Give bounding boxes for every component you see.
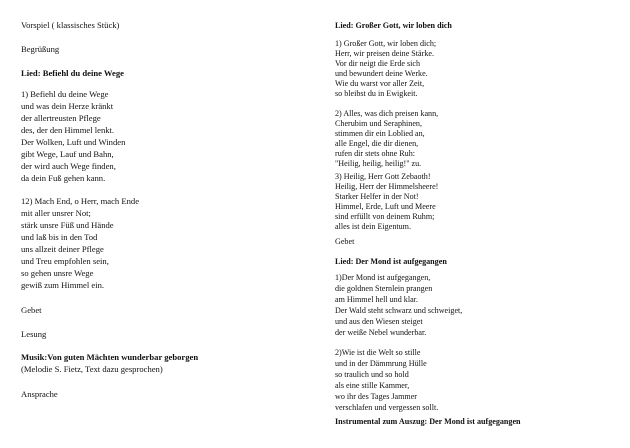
verse-line: alles ist dein Eigentum. xyxy=(335,222,411,231)
lied1-title: Lied: Befiehl du deine Wege xyxy=(21,68,124,78)
verse-line: Der Wolken, Luft und Winden xyxy=(21,137,126,147)
verse-line: Wie du warst vor aller Zeit, xyxy=(335,79,425,88)
verse-line: 2) Alles, was dich preisen kann, xyxy=(335,109,439,118)
verse-line: 1) Befiehl du deine Wege xyxy=(21,89,109,99)
instrumental-line: Instrumental zum Auszug: Der Mond ist aufgegangen xyxy=(335,417,521,426)
verse-line: 2)Wie ist die Welt so stille xyxy=(335,348,421,357)
verse-line: und bewundert deine Werke. xyxy=(335,69,428,78)
verse-line: Himmel, Erde, Luft und Meere xyxy=(335,202,436,211)
verse-line: gibt Wege, Lauf und Bahn, xyxy=(21,149,114,159)
verse-line: rufen dir stets ohne Ruh: xyxy=(335,149,416,158)
verse-line: so traulich und so hold xyxy=(335,370,409,379)
verse-line: gewiß zum Himmel ein. xyxy=(21,280,105,290)
verse-line: Heilig, Herr der Himmelsheere! xyxy=(335,182,439,191)
verse-line: so gehen unsre Wege xyxy=(21,268,94,278)
verse-line: 1) Großer Gott, wir loben dich; xyxy=(335,39,437,48)
verse-line: und laß bis in den Tod xyxy=(21,232,98,242)
verse-line: alle Engel, die dir dienen, xyxy=(335,139,419,148)
lied2-title: Lied: Großer Gott, wir loben dich xyxy=(335,21,452,30)
ansprache-line: Ansprache xyxy=(21,389,58,399)
verse-line: verschlafen und vergessen sollt. xyxy=(335,403,439,412)
verse-line: der allertreusten Pflege xyxy=(21,113,101,123)
verse-line: Cherubim und Seraphinen, xyxy=(335,119,422,128)
musik-note: (Melodie S. Fietz, Text dazu gesprochen) xyxy=(21,364,163,374)
begruessung-line: Begrüßung xyxy=(21,44,60,54)
verse-line: mit aller unsrer Not; xyxy=(21,208,91,218)
musik-title: Musik:Von guten Mächten wunderbar geborgen xyxy=(21,352,199,362)
verse-line: uns allzeit deiner Pflege xyxy=(21,244,104,254)
verse-line: und was dein Herze kränkt xyxy=(21,101,114,111)
verse-line: 12) Mach End, o Herr, mach Ende xyxy=(21,196,140,206)
verse-line: da dein Fuß gehen kann. xyxy=(21,173,106,183)
lesung-line: Lesung xyxy=(21,329,47,339)
verse-line: der wird auch Wege finden, xyxy=(21,161,116,171)
verse-line: stärk unsre Füß und Hände xyxy=(21,220,114,230)
verse-line: des, der den Himmel lenkt. xyxy=(21,125,115,135)
gebet-line: Gebet xyxy=(335,237,355,246)
verse-line: stimmen dir ein Loblied an, xyxy=(335,129,425,138)
verse-line: Vor dir neigt die Erde sich xyxy=(335,59,421,68)
verse-line: der weiße Nebel wunderbar. xyxy=(335,328,427,337)
verse-line: am Himmel hell und klar. xyxy=(335,295,418,304)
verse-line: und Treu empfohlen sein, xyxy=(21,256,109,266)
verse-line: und in der Dämmrung Hülle xyxy=(335,359,427,368)
gebet-line: Gebet xyxy=(21,305,42,315)
vorspiel-line: Vorspiel ( klassisches Stück) xyxy=(21,20,120,30)
verse-line: die goldnen Sternlein prangen xyxy=(335,284,433,293)
verse-line: 3) Heilig, Herr Gott Zebaoth! xyxy=(335,172,431,181)
verse-line: Herr, wir preisen deine Stärke. xyxy=(335,49,435,58)
verse-line: "Heilig, heilig, heilig!" zu. xyxy=(335,159,422,168)
verse-line: Der Wald steht schwarz und schweiget, xyxy=(335,306,463,315)
verse-line: sind erfüllt von deinem Ruhm; xyxy=(335,212,435,221)
verse-line: so bleibst du in Ewigkeit. xyxy=(335,89,418,98)
verse-line: 1)Der Mond ist aufgegangen, xyxy=(335,273,431,282)
verse-line: als eine stille Kammer, xyxy=(335,381,410,390)
verse-line: Starker Helfer in der Not! xyxy=(335,192,419,201)
verse-line: und aus den Wiesen steiget xyxy=(335,317,423,326)
lied3-title: Lied: Der Mond ist aufgegangen xyxy=(335,257,447,266)
verse-line: wo ihr des Tages Jammer xyxy=(335,392,418,401)
